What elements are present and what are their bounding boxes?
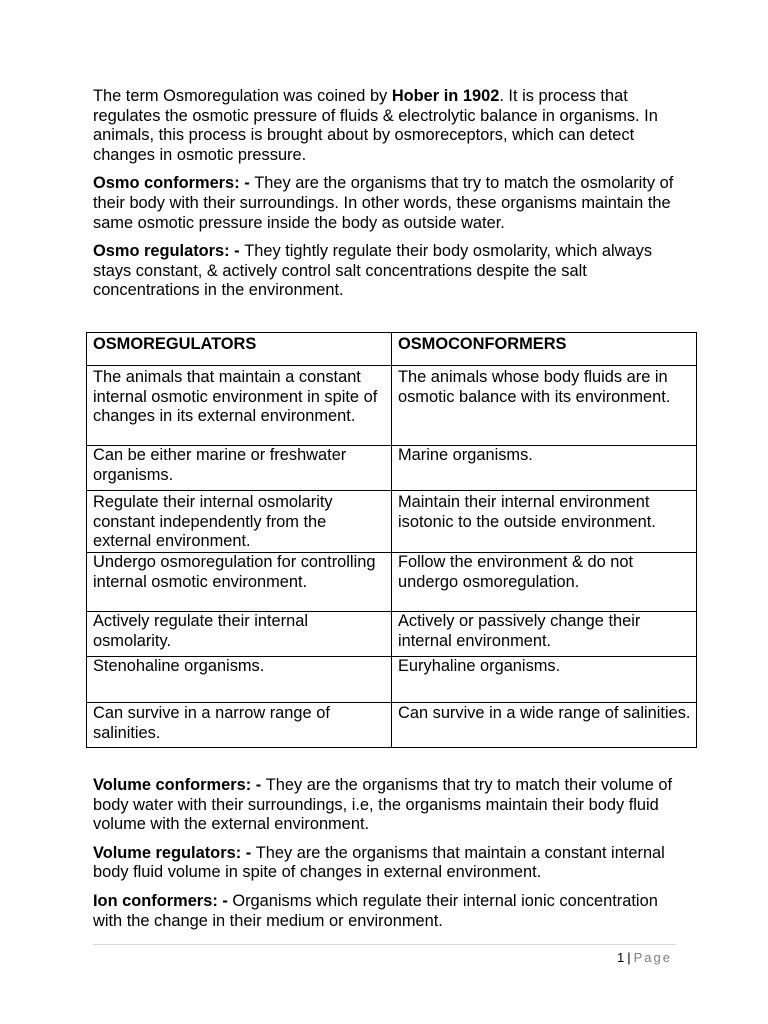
- table-cell: Actively regulate their internal osmolarity.: [87, 612, 392, 657]
- term-separator: : -: [224, 242, 245, 261]
- table-cell: Euryhaline organisms.: [392, 657, 697, 703]
- table-row: [87, 553, 697, 612]
- osmo-regulators-paragraph: [93, 242, 683, 301]
- definition-osmo-conformers: They are the organisms that try to match the osmolarity of their body with their surroundings. In other words, these organisms maintain the same osmotic pressure inside the body as outside water.: [93, 174, 674, 232]
- term-volume-regulators: Volume regulators: [93, 843, 236, 862]
- comparison-table: [86, 332, 697, 748]
- page-separator: |: [627, 950, 631, 965]
- table-cell: Maintain their internal environment isotonic to the outside environment.: [392, 491, 697, 553]
- ion-conformers-paragraph: [93, 892, 683, 931]
- document-body-bottom: [93, 776, 683, 940]
- table-cell: Stenohaline organisms.: [87, 657, 392, 703]
- term-separator: : -: [235, 843, 256, 862]
- page-number: 1: [617, 950, 625, 965]
- table-cell: Follow the environment & do not undergo osmoregulation.: [392, 553, 697, 612]
- table-cell: The animals whose body fluids are in osmotic balance with its environment.: [392, 366, 697, 446]
- intro-bold-text: Hober in 1902: [391, 87, 500, 105]
- table-cell: Marine organisms.: [392, 446, 697, 491]
- definition-volume-regulators: They are the organisms that maintain a constant internal body fluid volume in spite of changes in external environment.: [93, 843, 665, 882]
- table-cell: Can survive in a narrow range of salinities.: [87, 703, 392, 748]
- table-row: [87, 703, 697, 748]
- term-ion-conformers: Ion conformers: [93, 891, 213, 910]
- volume-conformers-paragraph: [93, 776, 683, 835]
- table-cell: Actively or passively change their internal environment.: [392, 612, 697, 657]
- table-cell: Undergo osmoregulation for controlling internal osmotic environment.: [87, 553, 392, 612]
- definition-volume-conformers: They are the organisms that try to match their volume of body water with their surroundings, i.e, the organisms maintain their body fluid volume with the external environment.: [93, 776, 673, 834]
- intro-text-rest: . It is process that regulates the osmotic pressure of fluids & electrolytic balance in organisms. In animals, this process is brought about by osmoreceptors, which can detect changes in osmotic pressure.: [93, 87, 658, 164]
- term-volume-conformers: Volume conformers: [93, 776, 246, 794]
- term-separator: : -: [234, 174, 255, 193]
- table-row: [87, 446, 697, 491]
- intro-text: The term Osmoregulation was coined by: [93, 87, 392, 105]
- term-osmo-conformers: Osmo conformers: [93, 174, 235, 193]
- page-label: Page: [633, 950, 672, 965]
- table-row: [87, 657, 697, 703]
- definition-ion-conformers: Organisms which regulate their internal ionic concentration with the change in their medium or environment.: [93, 891, 658, 930]
- table-cell: Can survive in a wide range of salinities.: [392, 703, 697, 748]
- footer-divider: [93, 944, 676, 945]
- table-header-row: [87, 333, 697, 366]
- term-osmo-regulators: Osmo regulators: [93, 242, 225, 261]
- table-header-osmoconformers: OSMOCONFORMERS: [392, 333, 697, 366]
- osmo-conformers-paragraph: [93, 174, 683, 233]
- table-cell: Regulate their internal osmolarity constant independently from the external environment.: [87, 491, 392, 553]
- term-separator: : -: [245, 776, 266, 794]
- table-row: [87, 491, 697, 553]
- table-header-osmoregulators: OSMOREGULATORS: [87, 333, 392, 366]
- table-cell: The animals that maintain a constant internal osmotic environment in spite of changes in its external environment.: [87, 366, 392, 446]
- table-row: [87, 366, 697, 446]
- page-footer: [617, 948, 672, 968]
- intro-paragraph: [93, 87, 683, 165]
- volume-regulators-paragraph: [93, 844, 683, 883]
- table-cell: Can be either marine or freshwater organisms.: [87, 446, 392, 491]
- term-separator: : -: [212, 891, 233, 910]
- document-body-top: [93, 87, 683, 310]
- table-row: [87, 612, 697, 657]
- definition-osmo-regulators: They tightly regulate their body osmolarity, which always stays constant, & actively control salt concentrations despite the salt concentrations in the environment.: [93, 242, 653, 300]
